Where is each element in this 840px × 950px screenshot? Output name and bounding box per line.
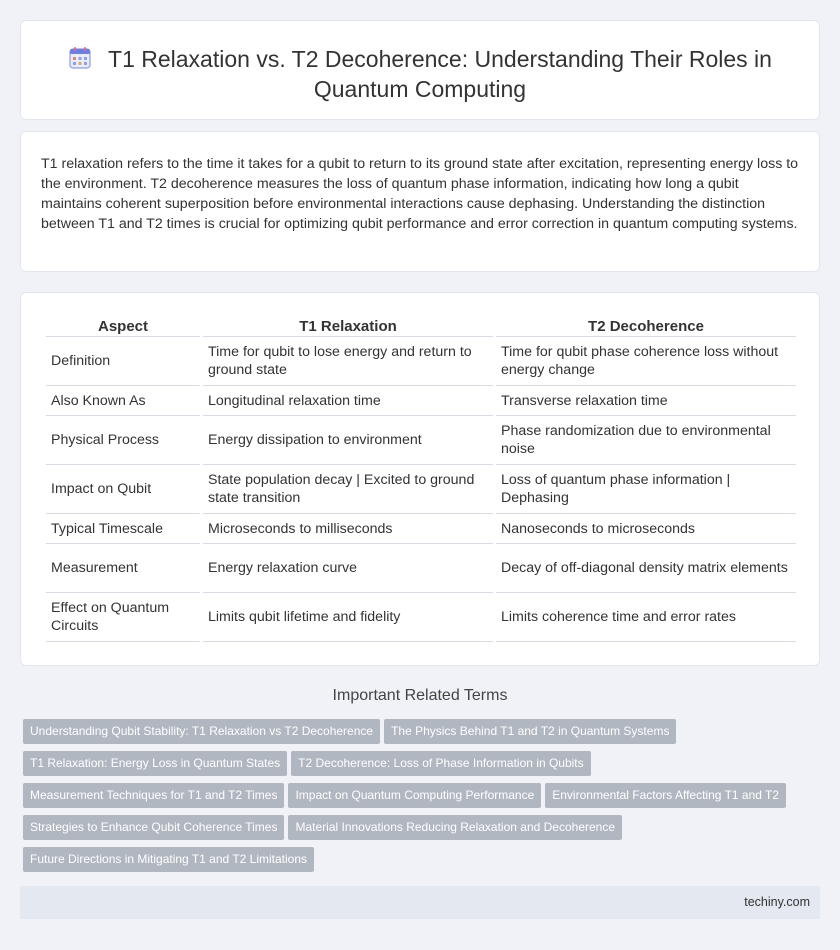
table-row [46,593,796,642]
table-cell: Energy dissipation to environment [203,416,493,465]
table-cell: Limits coherence time and error rates [496,593,796,642]
related-term-tag[interactable]: Measurement Techniques for T1 and T2 Times [23,783,284,808]
table-cell: Effect on Quantum Circuits [46,593,200,642]
related-term-tag[interactable]: T1 Relaxation: Energy Loss in Quantum States [23,751,287,776]
table-cell: Decay of off-diagonal density matrix elements [496,544,796,593]
table-cell: Also Known As [46,386,200,416]
tag-row [23,815,823,847]
title-card [20,20,820,120]
table-cell: Phase randomization due to environmental noise [496,416,796,465]
table-cell: Physical Process [46,416,200,465]
table-cell: Time for qubit phase coherence loss without energy change [496,337,796,386]
related-terms-heading: Important Related Terms [332,687,508,704]
table-cell: Longitudinal relaxation time [203,386,493,416]
table-cell: Microseconds to milliseconds [203,514,493,544]
table-cell: Energy relaxation curve [203,544,493,593]
table-row [46,544,796,593]
table-cell: Time for qubit to lose energy and return to ground state [203,337,493,386]
table-cell: Transverse relaxation time [496,386,796,416]
tag-row [23,847,823,879]
column-header-aspect: Aspect [46,314,200,337]
related-terms-tags [23,719,823,879]
table-row [46,416,796,465]
table-row [46,514,796,544]
table-header-row [46,314,796,337]
page-title: T1 Relaxation vs. T2 Decoherence: Understanding Their Roles in Quantum Computing [108,46,772,102]
tag-row [23,719,823,751]
related-term-tag[interactable]: Strategies to Enhance Qubit Coherence Times [23,815,284,840]
column-header-t2: T2 Decoherence [496,314,796,337]
table-cell: Definition [46,337,200,386]
table-row [46,465,796,514]
footer-site-link[interactable]: techiny.com [744,895,810,909]
related-term-tag[interactable]: Environmental Factors Affecting T1 and T2 [545,783,786,808]
tag-row [23,783,823,815]
related-term-tag[interactable]: The Physics Behind T1 and T2 in Quantum Systems [384,719,676,744]
tag-row [23,751,823,783]
related-term-tag[interactable]: Future Directions in Mitigating T1 and T2 Limitations [23,847,314,872]
related-term-tag[interactable]: Material Innovations Reducing Relaxation and Decoherence [288,815,622,840]
table-cell: Typical Timescale [46,514,200,544]
table-cell: State population decay | Excited to ground state transition [203,465,493,514]
column-header-t1: T1 Relaxation [203,314,493,337]
comparison-table [43,314,799,642]
table-cell: Limits qubit lifetime and fidelity [203,593,493,642]
table-cell: Impact on Qubit [46,465,200,514]
intro-paragraph: T1 relaxation refers to the time it takes for a qubit to return to its ground state after excitation, representing energy loss to the environment. T2 decoherence measures the loss of quantum phase information, indicating how long a qubit maintains coherent superposition before environmental interactions cause dephasing. Understanding the distinction between T1 and T2 times is crucial for optimizing qubit performance and error correction in quantum computing systems. [41,156,799,232]
page-title-block [61,44,779,104]
intro-card [20,131,820,272]
related-term-tag[interactable]: Impact on Quantum Computing Performance [288,783,541,808]
related-term-tag[interactable]: Understanding Qubit Stability: T1 Relaxation vs T2 Decoherence [23,719,380,744]
table-cell: Measurement [46,544,200,593]
table-cell: Loss of quantum phase information | Dephasing [496,465,796,514]
table-row [46,386,796,416]
table-row [46,337,796,386]
calendar-grid-icon [68,46,92,70]
comparison-table-card [20,292,820,666]
table-cell: Nanoseconds to microseconds [496,514,796,544]
related-term-tag[interactable]: T2 Decoherence: Loss of Phase Information in Qubits [291,751,591,776]
footer-bar [20,886,820,919]
